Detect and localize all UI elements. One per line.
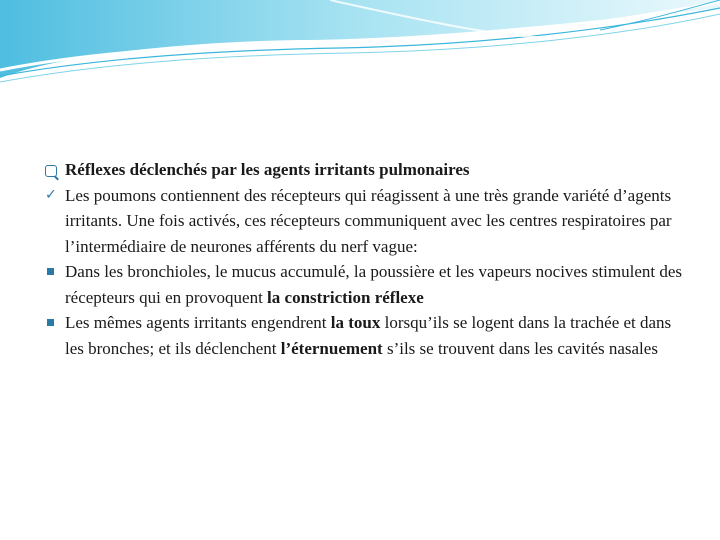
square-bullet-icon — [45, 259, 61, 285]
header-wave-decoration — [0, 0, 720, 90]
list-item-text: Les mêmes agents irritants engendrent — [65, 313, 331, 332]
list-item-bold: la constriction réflexe — [267, 287, 424, 307]
list-item-bold: l’éternuement — [280, 338, 383, 358]
checkbox-q-icon — [45, 157, 61, 183]
list-item-check — [45, 183, 685, 260]
slide-heading: Réflexes déclenchés par les agents irritants pulmonaires — [65, 160, 470, 179]
list-item-text: Dans les bronchioles, le mucus accumulé, la poussière et les vapeurs nocives stimulent des récepteurs qui en provoquent — [65, 262, 683, 307]
list-item-bold: la toux — [330, 313, 381, 332]
list-item-toux — [45, 310, 685, 361]
heading-item — [45, 157, 685, 183]
slide-content — [45, 157, 685, 361]
list-item-text: Les poumons contiennent des récepteurs qui réagissent à une très grande variété d’agents irritants. Une fois activés, ces récepteurs communiquent avec les centres respiratoires par l’intermédiaire de neurones afférents du nerf vague: — [65, 185, 672, 256]
square-bullet-icon — [45, 310, 61, 336]
list-item-bronchioles — [45, 259, 685, 310]
checkmark-icon: ✓ — [45, 186, 57, 203]
list-item-text: lorsqu’ils se logent dans la trachée et dans les bronches; et ils déclenchent — [65, 313, 672, 358]
list-item-text: s’ils se trouvent dans les cavités nasales — [382, 338, 658, 358]
